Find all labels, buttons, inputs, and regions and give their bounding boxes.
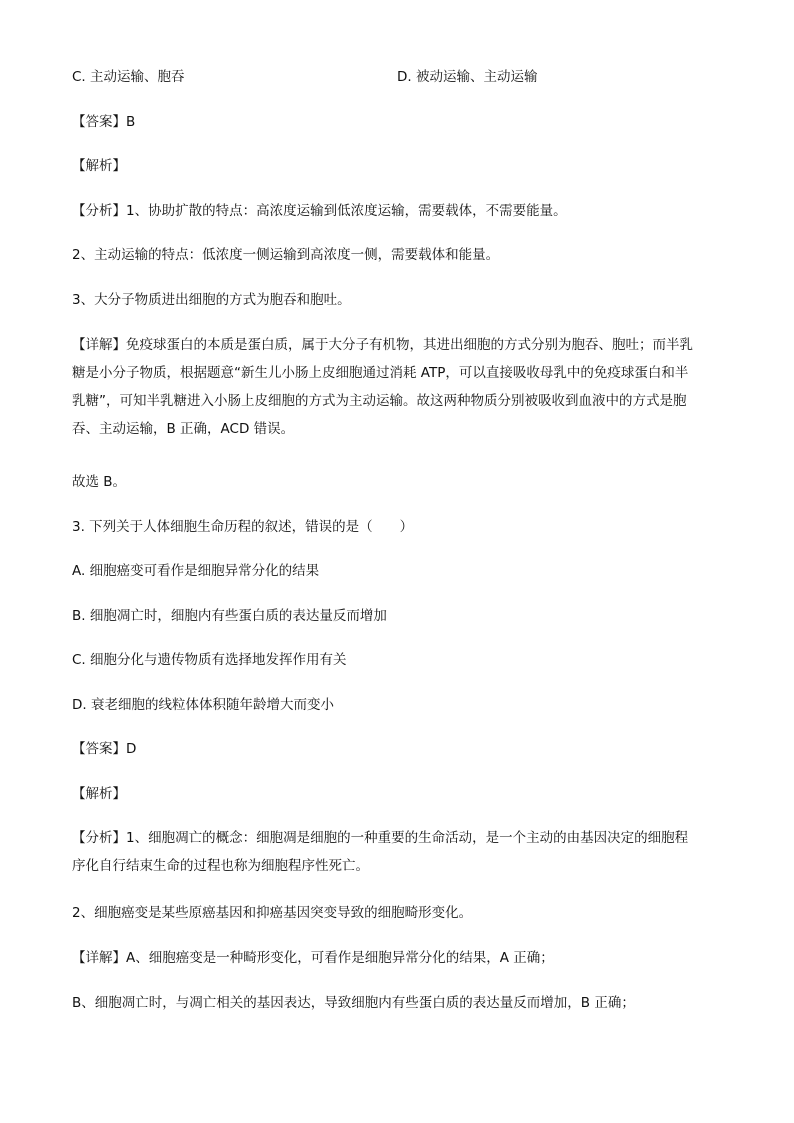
q3-fenxi-line: 序化自行结束生命的过程也称为细胞程序性死亡。 [72, 858, 369, 874]
q2-fenxi: 【分析】1、协助扩散的特点：高浓度运输到低浓度运输，需要载体，不需要能量。 [72, 203, 567, 219]
q3-fenxi-line: 【分析】1、细胞凋亡的概念：细胞凋是细胞的一种重要的生命活动，是一个主动的由基因决定的细胞程 [72, 830, 689, 846]
q2-conclusion: 故选 B。 [72, 474, 127, 490]
q2-point-2: 2、主动运输的特点：低浓度一侧运输到高浓度一侧，需要载体和能量。 [72, 247, 500, 263]
q2-option-d: D. 被动运输、主动运输 [397, 69, 538, 85]
q3-option-a: A. 细胞癌变可看作是细胞异常分化的结果 [72, 563, 320, 579]
q3-detail-a: 【详解】A、细胞癌变是一种畸形变化，可看作是细胞异常分化的结果，A 正确； [72, 950, 554, 966]
q2-point-3: 3、大分子物质进出细胞的方式为胞吞和胞吐。 [72, 292, 351, 308]
q2-detail-line: 吞、主动运输，B 正确，ACD 错误。 [72, 421, 295, 437]
q3-option-d: D. 衰老细胞的线粒体体积随年龄增大而变小 [72, 697, 334, 713]
q3-fenxi [72, 824, 732, 880]
q2-detail-line: 【详解】免疫球蛋白的本质是蛋白质，属于大分子有机物，其进出细胞的方式分别为胞吞、胞吐；而半乳 [72, 337, 693, 353]
q2-option-c: C. 主动运输、胞吞 [72, 69, 185, 85]
q3-answer: 【答案】D [72, 741, 137, 757]
q3-option-c: C. 细胞分化与遗传物质有选择地发挥作用有关 [72, 652, 347, 668]
q3-option-b: B. 细胞凋亡时，细胞内有些蛋白质的表达量反而增加 [72, 608, 387, 624]
q3-point-2: 2、细胞癌变是某些原癌基因和抑癌基因突变导致的细胞畸形变化。 [72, 905, 473, 921]
q2-detail-line: 糖是小分子物质，根据题意“新生儿小肠上皮细胞通过消耗 ATP，可以直接吸收母乳中的免疫球蛋白和半 [72, 365, 689, 381]
q2-detail [72, 331, 732, 443]
q3-stem: 3. 下列关于人体细胞生命历程的叙述，错误的是（ ） [72, 519, 414, 535]
q2-analysis-heading: 【解析】 [72, 158, 126, 174]
q2-answer: 【答案】B [72, 114, 136, 130]
q2-detail-line: 乳糖”，可知半乳糖进入小肠上皮细胞的方式为主动运输。故这两种物质分别被吸收到血液中的方式是胞 [72, 393, 687, 409]
q3-analysis-heading: 【解析】 [72, 786, 126, 802]
q3-detail-b: B、细胞凋亡时，与凋亡相关的基因表达，导致细胞内有些蛋白质的表达量反而增加，B 正确； [72, 995, 635, 1011]
